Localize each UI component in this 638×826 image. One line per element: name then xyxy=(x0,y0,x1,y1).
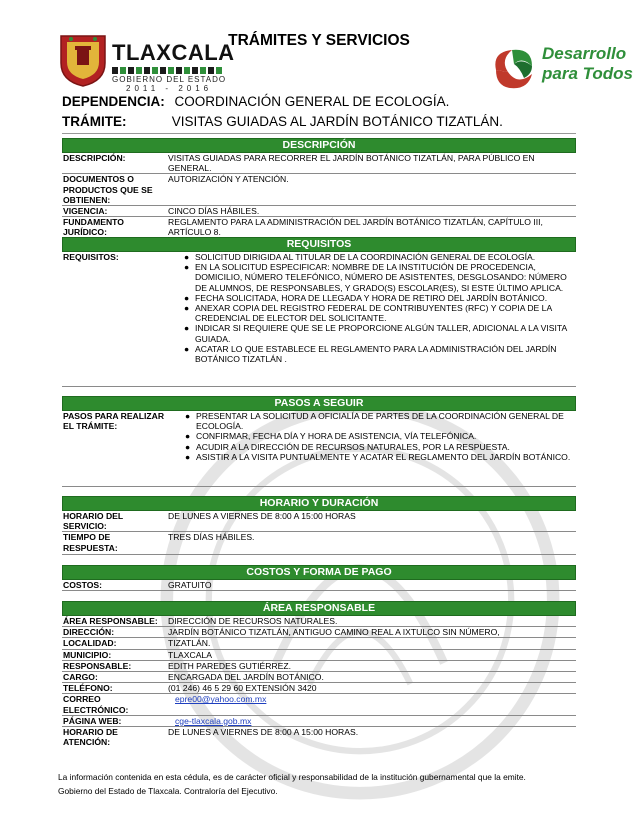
section-heading: ÁREA RESPONSABLE xyxy=(62,601,576,616)
table-row xyxy=(62,153,576,174)
table-row xyxy=(62,638,576,649)
dependencia-row xyxy=(62,94,449,109)
row-label: TIEMPO DE RESPUESTA: xyxy=(63,532,118,553)
bullet-icon: ● xyxy=(184,262,190,273)
section-heading: COSTOS Y FORMA DE PAGO xyxy=(62,565,576,580)
list-item: ● ACUDIR A LA DIRECCIÓN DE RECURSOS NATURALES, POR LA RESPUESTA. xyxy=(185,441,510,452)
list-item: ● ANEXAR COPIA DEL REGISTRO FEDERAL DE CONTRIBUYENTES (RFC) Y COPIA DE LA CREDENCIAL DE ELECTOR DEL SOLICITANTE. xyxy=(184,303,552,324)
row-value: VISITAS GUIADAS PARA RECORRER EL JARDÍN BOTÁNICO TIZATLÁN, PARA PÚBLICO EN GENERAL. xyxy=(168,153,535,174)
bullet-icon: ● xyxy=(185,451,191,462)
table-row xyxy=(62,511,576,532)
row-value: (01 246) 46 5 29 60 EXTENSIÓN 3420 xyxy=(168,683,317,694)
table-row xyxy=(62,252,576,364)
row-value: DE LUNES A VIERNES DE 8:00 A 15:00 HORAS. xyxy=(168,727,359,738)
row-label: LOCALIDAD: xyxy=(63,638,117,649)
divider xyxy=(62,386,576,387)
section-heading: HORARIO Y DURACIÓN xyxy=(62,496,576,511)
bullet-icon: ● xyxy=(184,323,190,334)
page-header xyxy=(0,0,638,95)
row-value: TLAXCALA xyxy=(168,649,212,660)
table-row xyxy=(62,174,576,206)
row-value xyxy=(167,252,576,364)
table-row xyxy=(62,683,576,694)
list-item: ● FECHA SOLICITADA, HORA DE LLEGADA Y HORA DE RETIRO DEL JARDÍN BOTÁNICO. xyxy=(184,292,548,303)
table-row xyxy=(62,580,576,591)
row-label: FUNDAMENTO JURÍDICO: xyxy=(63,217,124,238)
row-value xyxy=(167,716,576,726)
row-label: DIRECCIÓN: xyxy=(63,627,115,638)
footer-note xyxy=(58,770,598,798)
row-label: PASOS PARA REALIZAR EL TRÁMITE: xyxy=(63,411,165,432)
row-value: EDITH PAREDES GUTIÉRREZ. xyxy=(168,660,292,671)
row-label: HORARIO DE ATENCIÓN: xyxy=(63,727,118,748)
row-value: REGLAMENTO PARA LA ADMINISTRACIÓN DEL JARDÍN BOTÁNICO TIZATLÁN, CAPÍTULO III, ARTÍCULO 8. xyxy=(168,217,543,238)
row-value: TRES DÍAS HÁBILES. xyxy=(168,532,255,543)
logo-right-line2: para Todos xyxy=(542,64,633,83)
bullet-icon: ● xyxy=(185,431,191,442)
requisitos-section xyxy=(62,237,576,364)
row-label: MUNICIPIO: xyxy=(63,649,112,660)
row-value: ENCARGADA DEL JARDÍN BOTÁNICO. xyxy=(168,672,324,683)
table-row xyxy=(62,627,576,638)
row-label: DESCRIPCIÓN: xyxy=(63,153,126,163)
row-value: DIRECCIÓN DE RECURSOS NATURALES. xyxy=(168,616,338,626)
row-value: TIZATLÁN. xyxy=(168,638,211,649)
row-value: AUTORIZACIÓN Y ATENCIÓN. xyxy=(168,174,289,185)
pasos-section xyxy=(62,396,576,462)
tramite-row xyxy=(62,114,503,129)
pasos-list xyxy=(185,411,576,462)
section-heading: REQUISITOS xyxy=(62,237,576,252)
costos-section xyxy=(62,565,576,591)
footer-line: Gobierno del Estado de Tlaxcala. Contraloría del Ejecutivo. xyxy=(58,786,278,796)
row-value: GRATUITO xyxy=(168,580,212,590)
divider xyxy=(62,133,576,134)
section-heading: DESCRIPCIÓN xyxy=(62,138,576,153)
row-label: HORARIO DEL SERVICIO: xyxy=(63,511,124,532)
table-row xyxy=(62,650,576,661)
list-item: ● PRESENTAR LA SOLICITUD A OFICIALÍA DE PARTES DE LA COORDINACIÓN GENERAL DE ECOLOGÍA. xyxy=(185,411,564,432)
list-item: ● INDICAR SI REQUIERE QUE SE LE PROPORCIONE ALGÚN TALLER, ADICIONAL A LA VISITA GUIADA. xyxy=(184,323,567,344)
divider xyxy=(62,554,576,555)
logo-name: TLAXCALA xyxy=(112,40,235,65)
dependencia-value: COORDINACIÓN GENERAL DE ECOLOGÍA. xyxy=(174,94,450,109)
row-label: DOCUMENTOS O PRODUCTOS QUE SE OBTIENEN: xyxy=(63,174,153,205)
row-value: JARDÍN BOTÁNICO TIZATLÁN, ANTIGUO CAMINO REAL A IXTULCO SIN NÚMERO, xyxy=(168,627,500,638)
table-row xyxy=(62,411,576,462)
row-label: RESPONSABLE: xyxy=(63,660,132,671)
table-row xyxy=(62,206,576,217)
list-item: ● SOLICITUD DIRIGIDA AL TITULAR DE LA COORDINACIÓN GENERAL DE ECOLOGÍA. xyxy=(184,252,536,262)
tramite-label: TRÁMITE: xyxy=(62,114,127,129)
page-title: TRÁMITES Y SERVICIOS xyxy=(228,32,410,49)
logo-years: 2011 - 2016 xyxy=(126,84,213,93)
row-label: VIGENCIA: xyxy=(63,206,108,217)
dependencia-label: DEPENDENCIA: xyxy=(62,94,165,109)
table-row xyxy=(62,661,576,672)
bullet-icon: ● xyxy=(185,441,191,452)
list-item: ● ACATAR LO QUE ESTABLECE EL REGLAMENTO PARA LA ADMINISTRACIÓN DEL JARDÍN BOTÁNICO TIZATLÁN . xyxy=(184,343,557,365)
row-value xyxy=(175,411,576,462)
email-link[interactable]: epre00@yahoo.com.mx xyxy=(175,694,267,705)
desarrollo-emblem-icon xyxy=(488,44,540,92)
bullet-icon: ● xyxy=(184,252,190,262)
table-row xyxy=(62,217,576,237)
table-row xyxy=(62,616,576,627)
footer-line: La información contenida en esta cédula, es de carácter oficial y responsabilidad de la institución gubernamental que la emite. xyxy=(58,772,526,782)
row-label: PÁGINA WEB: xyxy=(63,715,122,726)
logo-stripe xyxy=(112,67,222,74)
bullet-icon: ● xyxy=(184,343,190,354)
row-label: REQUISITOS: xyxy=(63,252,119,262)
list-item: ● ASISTIR A LA VISITA PUNTUALMENTE Y ACATAR EL REGLAMENTO DEL JARDÍN BOTÁNICO. xyxy=(185,451,571,462)
row-value: DE LUNES A VIERNES DE 8:00 A 15:00 HORAS xyxy=(168,511,356,521)
row-value: CINCO DÍAS HÁBILES. xyxy=(168,206,260,217)
row-label: TELÉFONO: xyxy=(63,683,113,694)
requisitos-list xyxy=(184,252,576,365)
tramite-value: VISITAS GUIADAS AL JARDÍN BOTÁNICO TIZATLÁN. xyxy=(171,114,503,129)
bullet-icon: ● xyxy=(184,292,190,303)
table-row xyxy=(62,716,576,727)
bullet-icon: ● xyxy=(184,303,190,314)
table-row xyxy=(62,694,576,715)
descripcion-section xyxy=(62,138,576,238)
website-link[interactable]: cge-tlaxcala.gob.mx xyxy=(175,715,252,726)
area-section xyxy=(62,601,576,747)
logo-right-line1: Desarrollo xyxy=(542,44,627,63)
table-row xyxy=(62,532,576,552)
row-label: ÁREA RESPONSABLE: xyxy=(63,616,158,626)
list-item: ● EN LA SOLICITUD ESPECIFICAR: NOMBRE DE LA INSTITUCIÓN DE PROCEDENCIA, DOMICILIO, NÚMERO TELEFÓNICO, NÚMERO DE ASISTENTES, DESGLOSANDO: NÚMERO DE ALUMNOS, DE RESPONSABLES, Y GRADO(S) ESCOLAR(ES), SI ESTE ÚLTIMO APLICA. xyxy=(184,262,567,293)
table-row xyxy=(62,672,576,683)
divider xyxy=(62,486,576,487)
section-heading: PASOS A SEGUIR xyxy=(62,396,576,411)
row-value xyxy=(167,694,576,714)
table-row xyxy=(62,727,576,747)
horario-section xyxy=(62,496,576,553)
logo-gobierno: GOBIERNO DEL ESTADO xyxy=(112,75,227,84)
list-item: ● CONFIRMAR, FECHA DÍA Y HORA DE ASISTENCIA, VÍA TELEFÓNICA. xyxy=(185,431,477,442)
row-label: CORREO ELECTRÓNICO: xyxy=(63,694,129,715)
row-label: CARGO: xyxy=(63,672,98,683)
row-label: COSTOS: xyxy=(63,580,102,590)
bullet-icon: ● xyxy=(185,411,191,421)
